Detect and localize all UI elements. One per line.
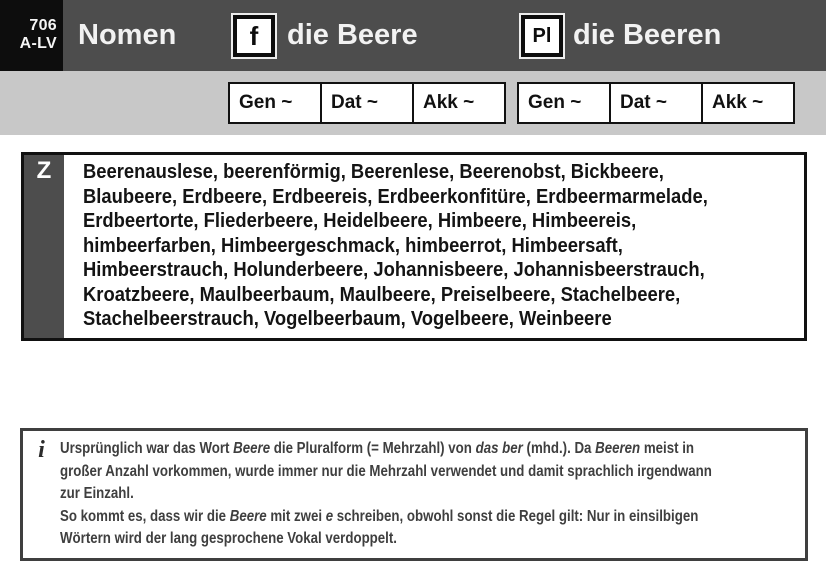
compound-words-list: Beerenauslese, beerenförmig, Beerenlese, Beerenobst, Bickbeere, Blaubeere, Erdbeere, Erdbeereis, Erdbeerkonfitüre, Erdbeermarmelade, Erdbeertorte, Fliederbeere, Heidelbeere, Himbeere, Himbeereis, himbeerfarben, Himbeergeschmack, himbeerrot, Himbeersaft, Himbeerstrauch, Holunderbeere, Johannisbeere, Johannisbeerstrauch, Kroatzbeere, Maulbeerbaum, Maulbeere, Preiselbeere, Stachelbeere, Stachelbeerstrauch, Vogelbeerbaum, Vogelbeere, Weinbeere bbox=[83, 161, 708, 330]
compound-words-box bbox=[21, 152, 807, 341]
plural-badge: Pl bbox=[521, 15, 563, 57]
header-bar bbox=[0, 0, 826, 71]
info-text: Ursprünglich war das Wort Beere die Pluralform (= Mehrzahl) von das ber (mhd.). Da Beeren meist in großer Anzahl vorkommen, wurde immer nur die Mehrzahl verwendet und damit sprachlich irgendwann zur Einzahl. So kommt es, dass wir die Beere mit zwei e schreiben, obwohl sonst die Regel gilt: Nur in einsilbigen Wörtern wird der lang gesprochene Vokal verdoppelt. bbox=[60, 440, 712, 547]
case-band bbox=[0, 71, 826, 135]
info-box bbox=[20, 428, 808, 561]
case-table-singular bbox=[228, 82, 506, 124]
headword-plural: die Beeren bbox=[573, 19, 722, 51]
case-table-plural bbox=[517, 82, 795, 124]
info-icon: i bbox=[38, 437, 45, 463]
case-cell-gen-singular: Gen ~ bbox=[228, 82, 322, 124]
entry-id-badge bbox=[0, 0, 63, 71]
compound-words-area bbox=[64, 155, 804, 338]
info-text-area bbox=[60, 431, 805, 558]
case-cell-akk-singular: Akk ~ bbox=[412, 82, 506, 124]
case-cell-dat-plural: Dat ~ bbox=[609, 82, 703, 124]
headword-singular: die Beere bbox=[287, 19, 418, 51]
case-cell-akk-plural: Akk ~ bbox=[701, 82, 795, 124]
case-cell-dat-singular: Dat ~ bbox=[320, 82, 414, 124]
case-cell-gen-plural: Gen ~ bbox=[517, 82, 611, 124]
gender-badge: f bbox=[233, 15, 275, 57]
entry-level: A-LV bbox=[19, 35, 57, 52]
z-section-label: Z bbox=[24, 155, 64, 338]
entry-number: 706 bbox=[29, 17, 57, 34]
word-category-label: Nomen bbox=[78, 19, 177, 51]
